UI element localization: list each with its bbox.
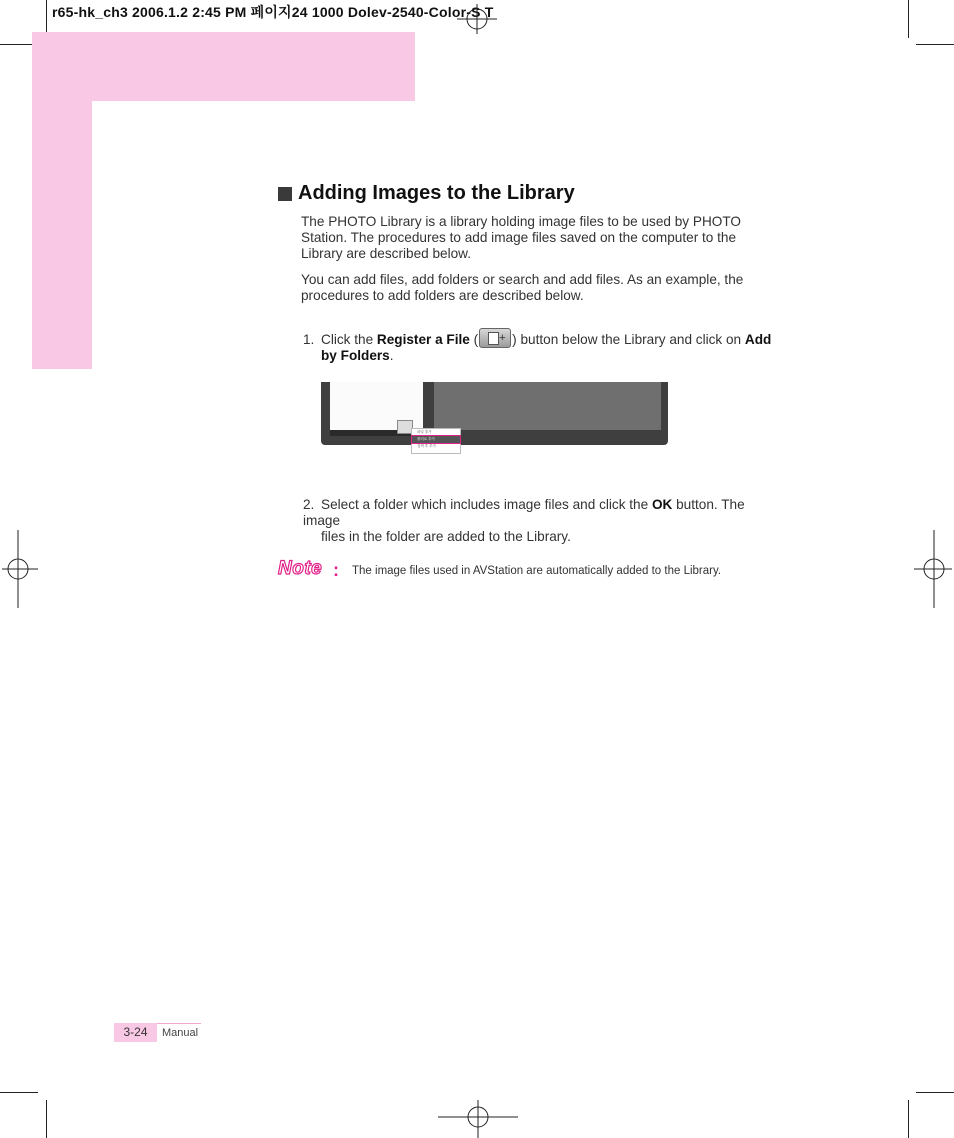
print-header: r65-hk_ch3 2006.1.2 2:45 PM 페이지24 1000 Dolev-2540-Color-S T xyxy=(52,4,494,20)
crop-mark xyxy=(46,1100,47,1138)
pink-header-block xyxy=(32,32,415,101)
pink-side-block xyxy=(32,101,92,369)
crop-mark xyxy=(908,0,909,38)
square-bullet-icon xyxy=(278,187,292,201)
menu-item-add-folder[interactable]: 폴더로 추가 xyxy=(412,436,460,443)
registration-target-icon xyxy=(457,4,497,34)
register-file-icon: + xyxy=(479,328,511,348)
ok-label: OK xyxy=(651,497,673,512)
registration-target-icon xyxy=(438,1100,518,1138)
register-file-label: Register a File xyxy=(376,332,470,347)
preview-panel xyxy=(434,382,661,430)
note-label: Note xyxy=(278,558,323,579)
crop-mark xyxy=(916,1092,954,1093)
add-by-folders-label: by Folders xyxy=(321,348,390,363)
note-text: The image files used in AVStation are automatically added to the Library. xyxy=(352,565,722,577)
registration-target-icon xyxy=(914,530,952,608)
section-title-text: Adding Images to the Library xyxy=(298,182,575,204)
register-menu-popup xyxy=(411,428,461,454)
menu-item-search-add[interactable]: 검색 후 추가 xyxy=(417,444,436,448)
section-title xyxy=(278,182,575,205)
menu-item-add-file[interactable]: 파일 추가 xyxy=(417,430,432,434)
registration-target-icon xyxy=(2,530,38,608)
note-colon: : xyxy=(333,560,339,580)
step-2: 2. Select a folder which includes image files and click the OK button. The image files in the folder are added to the Library. xyxy=(303,497,745,544)
page-number: 3-24 xyxy=(114,1023,157,1042)
intro-paragraph-2: You can add files, add folders or search and add files. As an example, the procedures to add folders are described below. xyxy=(301,272,744,303)
crop-mark xyxy=(0,1092,38,1093)
footer-label: Manual xyxy=(162,1027,199,1039)
step-1: 1. Click the Register a File ( + ) button below the Library and click on Add by Folders. xyxy=(303,328,783,364)
intro-paragraph-1: The PHOTO Library is a library holding image files to be used by PHOTO Station. The procedures to add image files saved on the computer to the Library are described below. xyxy=(301,214,741,261)
step-number: 2. xyxy=(303,497,315,512)
library-screenshot xyxy=(321,382,668,445)
crop-mark xyxy=(908,1100,909,1138)
step-number: 1. xyxy=(303,332,315,347)
crop-mark xyxy=(916,44,954,45)
